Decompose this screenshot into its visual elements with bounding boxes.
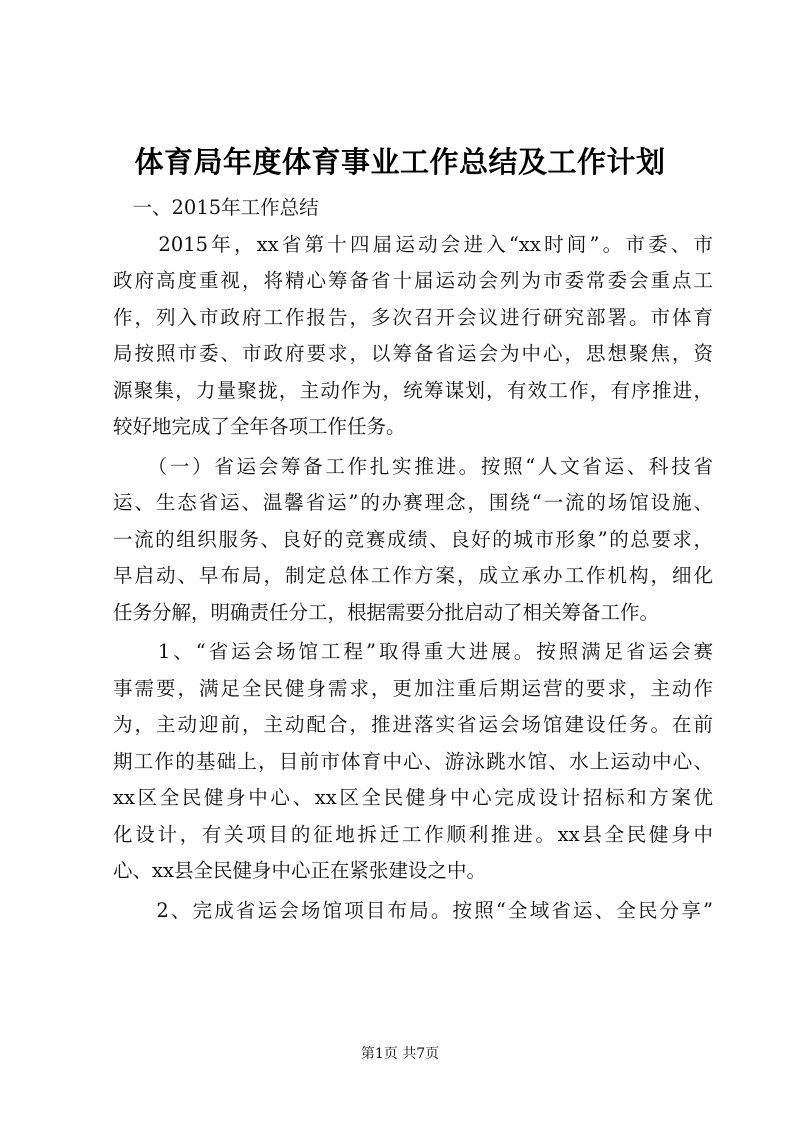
paragraph-line: 为，主动迎前，主动配合，推进落实省运会场馆建设任务。在前	[113, 713, 713, 736]
document-title: 体育局年度体育事业工作总结及工作计划	[134, 145, 666, 179]
page-number: 第1页 共7页	[360, 1046, 440, 1062]
paragraph-line: 心、xx县全民健身中心正在紧张建设之中。	[113, 859, 486, 882]
paragraph-line: 2015年，xx省第十四届运动会进入“xx时间”。市委、市	[113, 232, 713, 256]
paragraph-line: 源聚集，力量聚拢，主动作为，统筹谋划，有效工作，有序推进，	[113, 378, 713, 402]
paragraph-line: 事需要，满足全民健身需求，更加注重后期运营的要求，主动作	[113, 676, 713, 700]
paragraph-line: 化设计，有关项目的征地拆迁工作顺利推进。xx县全民健身中	[113, 822, 713, 846]
paragraph-line: 1、“省运会场馆工程”取得重大进展。按照满足省运会赛	[113, 640, 713, 663]
paragraph-line: 局按照市委、市政府要求，以筹备省运会为中心，思想聚焦，资	[113, 342, 713, 365]
paragraph-line: xx区全民健身中心、xx区全民健身中心完成设计招标和方案优	[113, 786, 713, 809]
section-heading: 一、2015年工作总结	[113, 196, 319, 219]
paragraph-line: 政府高度重视，将精心筹备省十届运动会列为市委常委会重点工	[113, 269, 713, 292]
paragraph-line: 期工作的基础上，目前市体育中心、游泳跳水馆、水上运动中心、	[113, 749, 713, 773]
paragraph-line: 一流的组织服务、良好的竞赛成绩、良好的城市形象”的总要求，	[113, 527, 713, 551]
paragraph-line: 任务分解，明确责任分工，根据需要分批启动了相关筹备工作。	[113, 600, 660, 624]
paragraph-line: 早启动、早布局，制定总体工作方案，成立承办工作机构，细化	[113, 564, 713, 587]
document-body	[113, 190, 713, 929]
paragraph-line: （一）省运会筹备工作扎实推进。按照“人文省运、科技省	[113, 454, 713, 478]
paragraph-line: 运、生态省运、温馨省运”的办赛理念，围绕“一流的场馆设施、	[113, 491, 713, 514]
paragraph-line: 作，列入市政府工作报告，多次召开会议进行研究部署。市体育	[113, 305, 713, 329]
paragraph-line: 2、完成省运会场馆项目布局。按照“全域省运、全民分享”	[113, 898, 713, 922]
paragraph-line: 较好地完成了全年各项工作任务。	[113, 415, 406, 438]
